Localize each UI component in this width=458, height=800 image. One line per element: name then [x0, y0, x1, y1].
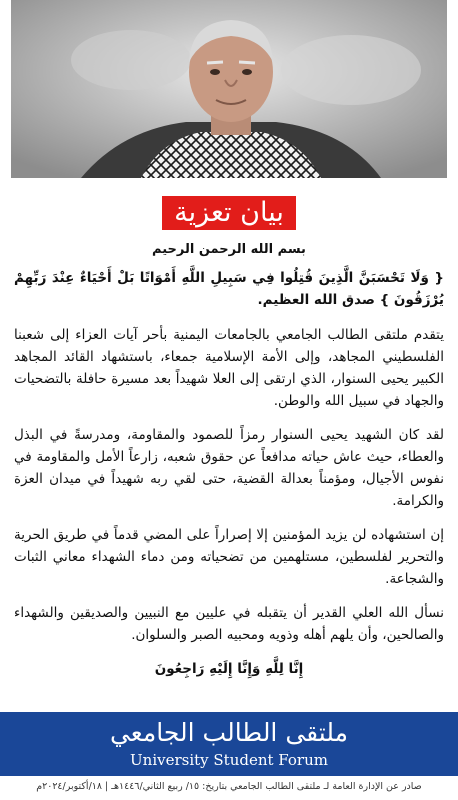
basmala: بسم الله الرحمن الرحيم [152, 242, 306, 257]
paragraph-3: إن استشهاده لن يزيد المؤمنين إلا إصراراً على المضي قدماً في طريق الحرية والتحرير لفلسطين، مستلهمين من تضحياته ومن دماء الشهداء معاني الثبات والشجاعة. [14, 527, 444, 587]
quran-verse: { وَلَا تَحْسَبَنَّ الَّذِينَ قُتِلُوا فِي سَبِيلِ اللَّهِ أَمْوَاتًا بَلْ أَحْيَاءٌ عِنْدَ رَبِّهِمْ يُرْزَقُونَ } صدق الله العظيم. [14, 270, 444, 308]
paragraph-1: يتقدم ملتقى الطالب الجامعي بالجامعات اليمنية بأحر آيات العزاء إلى شعبنا الفلسطيني المجاهد، وإلى الأمة الإسلامية جمعاء، باستشهاد القائد المجاهد الكبير يحيى السنوار، الذي ارتقى إلى العلا شهيداً بعد مسيرة حافلة بالتضحيات والجهاد في سبيل الله والوطن. [14, 327, 444, 409]
logo-arabic: ملتقى الطالب الجامعي [109, 718, 349, 747]
closing-verse: إِنَّا لِلَّهِ وَإِنَّا إِلَيْهِ رَاجِعُونَ [154, 661, 304, 677]
issued-line: صادر عن الإدارة العامة لـ ملتقى الطالب الجامعي بتاريخ: ١٥/ ربيع الثاني/١٤٤٦هـ | ١٨/أكتوبر/٢٠٢٤م [36, 781, 422, 792]
page-title: بيان تعزية [162, 196, 296, 230]
footer-banner [0, 712, 458, 776]
logo-english: University Student Forum [130, 751, 328, 769]
paragraph-4: نسأل الله العلي القدير أن يتقبله في عليين مع النبيين والصديقين والشهداء والصالحين، وأن يلهم أهله وذويه ومحبيه الصبر والسلوان. [14, 605, 444, 643]
header-portrait-photo [11, 0, 447, 178]
portrait-illustration [11, 0, 447, 178]
title-wrapper [0, 196, 458, 230]
statement-body [14, 241, 444, 680]
paragraph-2: لقد كان الشهيد يحيى السنوار رمزاً للصمود والمقاومة، ومدرسةً في البذل والعطاء، حيث عاش حياته مدافعاً عن حقوق شعبه، زارعاً الأمل والمقاومة في نفوس الأجيال، ومؤمناً بعدالة القضية، حتى لقي ربه شهيداً في ميدان العزة والكرامة. [14, 427, 444, 509]
